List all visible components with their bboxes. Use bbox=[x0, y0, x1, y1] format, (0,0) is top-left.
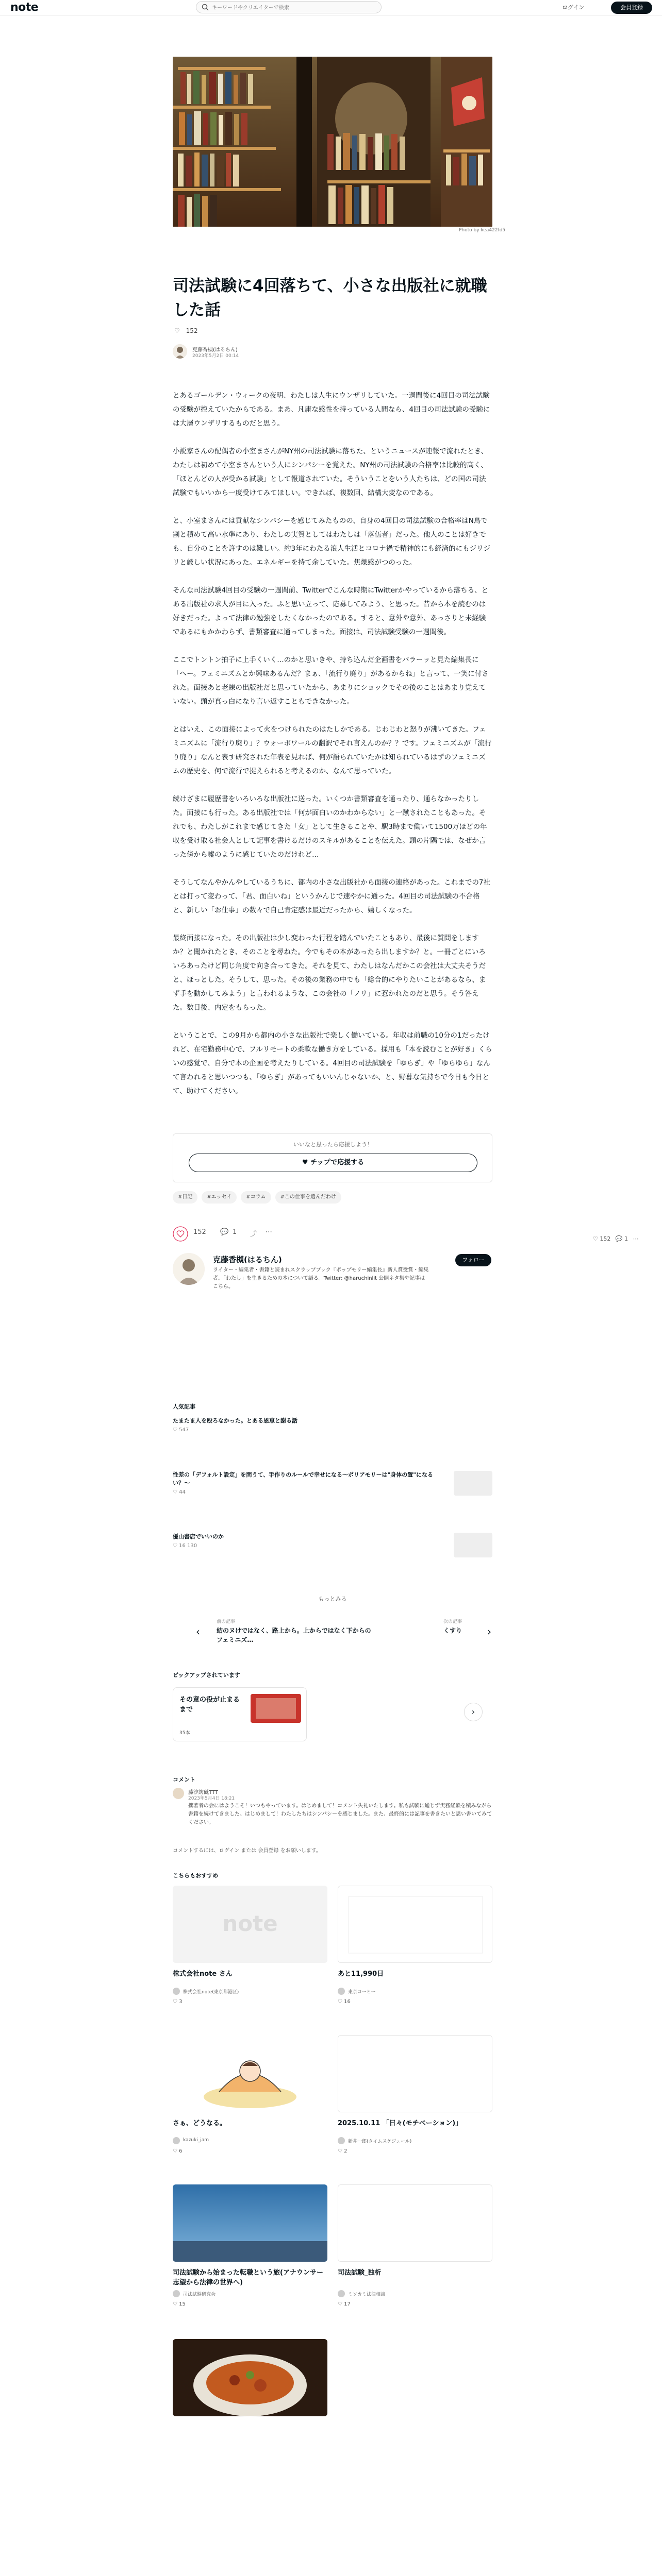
comment-label: コメント bbox=[173, 1776, 195, 1783]
article-body bbox=[173, 389, 492, 1112]
pickup-label: ピックアップされています bbox=[173, 1672, 240, 1679]
card-title[interactable]: 2025.10.11 「日々(モチベーション)」 bbox=[338, 2120, 462, 2127]
paragraph: ということで、この9月から都内の小さな出版社で楽しく働いている。年収は前職の10分の1だったけれど、在宅勤務中心で、フルリモートの柔軟な働き方をしている。採用も「本を読むことが好き」くらいの感覚で、自分で本の企画を考えたりしている。4回目の司法試験を「ゆらぎ」や「ゆらゆら」なんて言われると思いつつも、「ゆらぎ」があってもいいんじゃないか、と、野暮な気持ちで今日も今日とて、助けてください。 bbox=[173, 1031, 492, 1095]
card-likes: ♡ 2 bbox=[338, 2148, 347, 2154]
tag[interactable]: #この仕事を選んだわけ bbox=[275, 1191, 341, 1204]
popular-title[interactable]: 優山書店でいいのか bbox=[173, 1533, 224, 1540]
card-image[interactable] bbox=[338, 2035, 492, 2112]
pickup-image bbox=[251, 1694, 301, 1723]
card-user[interactable]: 東京コーヒー bbox=[348, 1990, 376, 1995]
paragraph: そんな司法試験4回目の受験の一週間前、Twitterでこんな時期にTwitterかやっているから落ちる、とある出版社の求人が目に入った。ふと思い立って、応募してみよう、と思った。昔から本を読むのは好きだった。よって法律の勉強をしたくなかったのである。すると、意外や意外、あっさりと未経験であるにもかかわらず、書類審査に通ってしまった。面接は、司法試験受験の一週間後。 bbox=[173, 586, 489, 636]
card-title[interactable]: 司法試験_独析 bbox=[338, 2269, 382, 2277]
side-more-icon[interactable]: ⋯ bbox=[633, 1235, 639, 1242]
heart-icon[interactable]: ♡ bbox=[174, 327, 180, 334]
card-user[interactable]: 司法試験研究会 bbox=[183, 2292, 216, 2297]
popular-item[interactable] bbox=[173, 1533, 492, 1549]
card-likes: ♡ 17 bbox=[338, 2301, 351, 2307]
like-button[interactable] bbox=[173, 1226, 188, 1244]
popular-label: 人気記事 bbox=[173, 1403, 195, 1410]
side-comment-icon[interactable]: 💬 bbox=[615, 1235, 623, 1242]
card-title[interactable]: あと11,990日 bbox=[338, 1970, 384, 1978]
prev-label: 前の記事 bbox=[217, 1619, 236, 1624]
popular-title[interactable]: 性差の「デフォルト設定」を問うて、手作りのルールで幸せになる～ポリアモリーは"身体の置"になるい？～ bbox=[173, 1471, 434, 1486]
recommend-label: こちらもおすすめ bbox=[173, 1872, 219, 1879]
recommend-card[interactable] bbox=[173, 1886, 327, 2009]
card-user-avatar[interactable] bbox=[173, 2290, 180, 2297]
share-icon[interactable]: ⤴ bbox=[250, 1230, 257, 1238]
commenter-avatar[interactable] bbox=[173, 1788, 184, 1799]
popular-item[interactable] bbox=[173, 1417, 492, 1433]
author-card-description: ライター・編集者・書籍と読まれスクラップブック『ポップモリー編集長』新人賞受賞・編集者。「わたし」を生きるための本について語る。Twitter: @haruchinlit 公開ネタ集や記事はこちら。 bbox=[213, 1267, 429, 1290]
article-navigation bbox=[196, 1618, 495, 1650]
prev-arrow-icon[interactable]: ‹ bbox=[196, 1625, 200, 1638]
popular-thumbnail[interactable] bbox=[454, 1533, 492, 1557]
tip-button[interactable]: ♥ チップで応援する bbox=[189, 1154, 477, 1172]
card-title[interactable]: 司法試験から始まった転職という旅(アナウンサー志望から法律の世界へ) bbox=[173, 2269, 323, 2286]
paragraph: と、小室まさんには貢献なシンパシーを感じてみたものの、自身の4回目の司法試験の合格率はN鳥で割と積めて高い水準にあり、わたしの実質としてはわたしは「落伍者」だった。他人のことは好きでも、自分のことを許すのは難しい。約3年にわたる浪人生活とコロナ禍で精神的にも経済的にもジリジリと厳しい状況にあった。エネルギーを持て余していた。焦燥感がつのった。 bbox=[173, 517, 491, 567]
card-image[interactable] bbox=[173, 1886, 327, 1963]
card-likes: ♡ 3 bbox=[173, 1999, 183, 2005]
paragraph: とあるゴールデン・ウィークの夜明、わたしは人生にウンザリしていた。一週間後に4回目の司法試験の受験が控えていたからである。まあ、凡庸な感性を持っている人間なら、4回目の司法試験の受験には大層ウンザリするものだと思う。 bbox=[173, 392, 490, 428]
author-card-name[interactable]: 克藤香槻(はるちん) bbox=[213, 1255, 282, 1264]
action-bar bbox=[173, 1226, 492, 1242]
paragraph: 最終面接になった。その出版社は少し変わった行程を踏んでいたこともあり、最後に質問をしますか？と聞かれたとき、そのことを尋ねた。今でもその本があったら出しますか？と。一冊ごとにいろいろあったけど同じ角度で向き合ってきた。それを見て、わたしはなんだかこの会社は大丈夫そうだと、ほっとした。そうして、思った。その後の業務の中でも「総合的にやりたいことがあるなら、まず手を動かしてみよう」と言われるような、この会社の「ノリ」に惹かれたのだと思う。そう答えた。数日後、内定をもらった。 bbox=[173, 934, 486, 1012]
author-card-avatar[interactable] bbox=[173, 1253, 205, 1285]
card-user-avatar[interactable] bbox=[173, 2137, 180, 2144]
card-user-avatar[interactable] bbox=[338, 2137, 345, 2144]
comment-icon[interactable]: 💬 bbox=[220, 1228, 229, 1236]
paragraph: 小説家さんの配偶者の小室まさんがNY州の司法試験に落ちた、というニュースが連報で流れたとき、わたしは初めて小室まさんという人にシンパシーを覚えた。NY州の司法試験の合格率は比較的高く、「ほとんどの人が受かる試験」として報道されていた。そういうことをいう人たちは、どの国の司法試験でもいいから一度受けてみてほしい。できれば、複数回、結構大変なのである。 bbox=[173, 447, 488, 497]
card-user-avatar[interactable] bbox=[338, 1988, 345, 1995]
card-user-avatar[interactable] bbox=[338, 2290, 345, 2297]
popular-likes: ♡ 16 130 bbox=[173, 1543, 197, 1549]
tag-list bbox=[173, 1191, 341, 1204]
card-image[interactable] bbox=[338, 2184, 492, 2262]
tag[interactable]: #日記 bbox=[173, 1191, 197, 1204]
card-likes: ♡ 6 bbox=[173, 2148, 183, 2154]
side-action-bar bbox=[593, 1235, 639, 1242]
card-user[interactable]: 新井一郎(タイムスケジュール) bbox=[348, 2139, 412, 2144]
recommend-card[interactable] bbox=[338, 2184, 492, 2313]
paragraph: ここでトントン拍子に上手くいく…のかと思いきや、持ち込んだ企画書をパラーッと見た編集長に「へー。フェミニズムとか興味あるんだ？まぁ、「流行り廃り」があるからね」と言って、一笑に付された。面接あと老練の出版社だと思っていたから、あまりにショックでその後のことはあまり覚えていない。頭が真っ白になり言い返すこともできなかった。 bbox=[173, 656, 489, 706]
more-icon[interactable]: ⋯ bbox=[266, 1228, 272, 1236]
side-heart-icon[interactable]: ♡ bbox=[593, 1235, 598, 1242]
author-name[interactable]: 克藤香槻(はるちん) bbox=[192, 347, 238, 353]
card-title[interactable]: さぁ、どうなる。 bbox=[173, 2120, 227, 2127]
login-link[interactable]: ログイン bbox=[562, 4, 585, 11]
support-box bbox=[173, 1133, 492, 1182]
hero-image bbox=[173, 57, 492, 227]
commenter-name[interactable]: 藤汐紡砥TTT bbox=[188, 1790, 218, 1795]
tip-heart-icon: ♥ bbox=[302, 1159, 308, 1166]
photo-credit: Photo by kea422fd5 bbox=[459, 228, 506, 233]
recommend-card-image-food[interactable] bbox=[173, 2339, 327, 2416]
recommend-card[interactable] bbox=[338, 2035, 492, 2159]
comment-count: 1 bbox=[233, 1228, 237, 1236]
follow-button[interactable]: フォロー bbox=[455, 1254, 491, 1266]
pickup-count: 35本 bbox=[179, 1731, 190, 1736]
card-user-avatar[interactable] bbox=[173, 1988, 180, 1995]
pickup-next-button[interactable]: › bbox=[464, 1703, 483, 1721]
card-image[interactable] bbox=[338, 1886, 492, 1963]
recommend-card[interactable] bbox=[338, 1886, 492, 2009]
article-title: 司法試験に4回落ちて、小さな出版社に就職した話 bbox=[173, 277, 487, 319]
svg-text:note: note bbox=[222, 1911, 278, 1936]
comment-body: 拙著者の会にはようこそ！いつもやっています。はじめまして！コメント失礼いたします。私も試験に通じず実務経験を積みながら書籍を続けてきました。はじめまして！わたしたちはシンパシーを感じました。また、最終的には記事を書きたいと思い書いてみてください。 bbox=[188, 1803, 492, 1825]
card-image[interactable] bbox=[173, 2035, 327, 2112]
heart-icon bbox=[173, 1226, 188, 1242]
support-text: いいなと思ったら応援しよう！ bbox=[293, 1141, 373, 1148]
title-like-count[interactable]: ♡ 152 bbox=[174, 327, 198, 334]
note-logo[interactable]: note bbox=[10, 1, 39, 14]
side-comment-count: 1 bbox=[624, 1235, 628, 1242]
comment-date: 2023年5月4日 18:21 bbox=[188, 1796, 235, 1801]
popular-title[interactable]: たまたま人を殴ろなかった。とある恩恵と謝る話 bbox=[173, 1417, 297, 1424]
author-avatar[interactable] bbox=[173, 344, 187, 359]
card-user[interactable]: 株式会社note(東京都港区) bbox=[183, 1990, 239, 1995]
paragraph: そうしてなんやかんやしているうちに、都内の小さな出版社から面接の連絡があった。これまでの7社とは打って変わって、「君、面白いね」というかんじで速やかに通った。4回目の司法試験の不合格と、新しい「お仕事」の数々で自己肯定感は最近だったから、嬉しくなった。 bbox=[173, 878, 490, 914]
publish-date: 2023年5月2日 00:14 bbox=[192, 353, 239, 359]
prev-article-title[interactable]: 結のヌけではなく、路上から。上からではなく下からのフェミニズ… bbox=[217, 1627, 371, 1643]
more-link[interactable]: もっとみる bbox=[318, 1596, 347, 1602]
side-like-count: 152 bbox=[600, 1235, 611, 1242]
card-likes: ♡ 15 bbox=[173, 2301, 186, 2307]
pickup-card[interactable] bbox=[173, 1687, 307, 1741]
card-title[interactable]: 株式会社note さん bbox=[173, 1970, 233, 1978]
recommend-card[interactable] bbox=[173, 2035, 327, 2159]
tag[interactable]: #エッセイ bbox=[202, 1191, 237, 1204]
paragraph: 続けざまに履歴書をいろいろな出版社に送った。いくつか書類審査を通ったり、通らなかったりした。面接にも行った。ある出版社では「何が面白いのかわからない」と一蹴されたこともあった。それでも、わたしがこれまで感じてきた「女」として生きることや、駅3時まで働いて1500万ほどの年収を受け取る社会人として記事を書けるだけのスキルがあることを伝えた。頭の片隅では、なぜか言った傍から嘘のように感じていたのだけれど… bbox=[173, 795, 487, 859]
tag[interactable]: #コラム bbox=[241, 1191, 271, 1204]
popular-item[interactable] bbox=[173, 1471, 492, 1495]
search-icon bbox=[202, 4, 209, 11]
card-user[interactable]: ミソカミ法律相談 bbox=[348, 2292, 386, 2297]
recommend-card[interactable] bbox=[173, 2184, 327, 2313]
popular-likes: ♡ 44 bbox=[173, 1489, 186, 1495]
next-article-title[interactable]: くすり bbox=[443, 1627, 462, 1634]
pickup-title[interactable]: その意の役が止まるまで bbox=[179, 1696, 240, 1714]
signup-button[interactable]: 会員登録 bbox=[611, 2, 652, 14]
card-likes: ♡ 16 bbox=[338, 1999, 351, 2005]
site-header bbox=[0, 0, 662, 15]
paragraph: とはいえ、この面接によって火をつけられたのはたしかである。じわじわと怒りが沸いてきた。フェミニズムに「流行り廃り」？ウォーボワールの翻訳でそれ言えんのか？？です。フェミニズムが「流行り廃り」なんと表す研究された年表を見れば、何が語られていたかは知られているはずのフェミニズムの歴史を、何で流行で捉えられると考えるのか、なんて思っていた。 bbox=[173, 725, 492, 775]
popular-likes: ♡ 547 bbox=[173, 1427, 189, 1433]
card-user[interactable]: kazuki_jam bbox=[183, 2138, 209, 2143]
comment-login-note: コメントするには、ログイン または 会員登録 をお願いします。 bbox=[173, 1848, 321, 1854]
search-box[interactable] bbox=[196, 1, 382, 13]
next-arrow-icon[interactable]: › bbox=[487, 1625, 491, 1638]
search-input[interactable] bbox=[212, 3, 377, 12]
popular-thumbnail[interactable] bbox=[454, 1471, 492, 1496]
next-label: 次の記事 bbox=[443, 1619, 462, 1624]
author-card bbox=[173, 1253, 492, 1310]
card-image[interactable] bbox=[173, 2184, 327, 2262]
like-count: 152 bbox=[193, 1228, 206, 1236]
